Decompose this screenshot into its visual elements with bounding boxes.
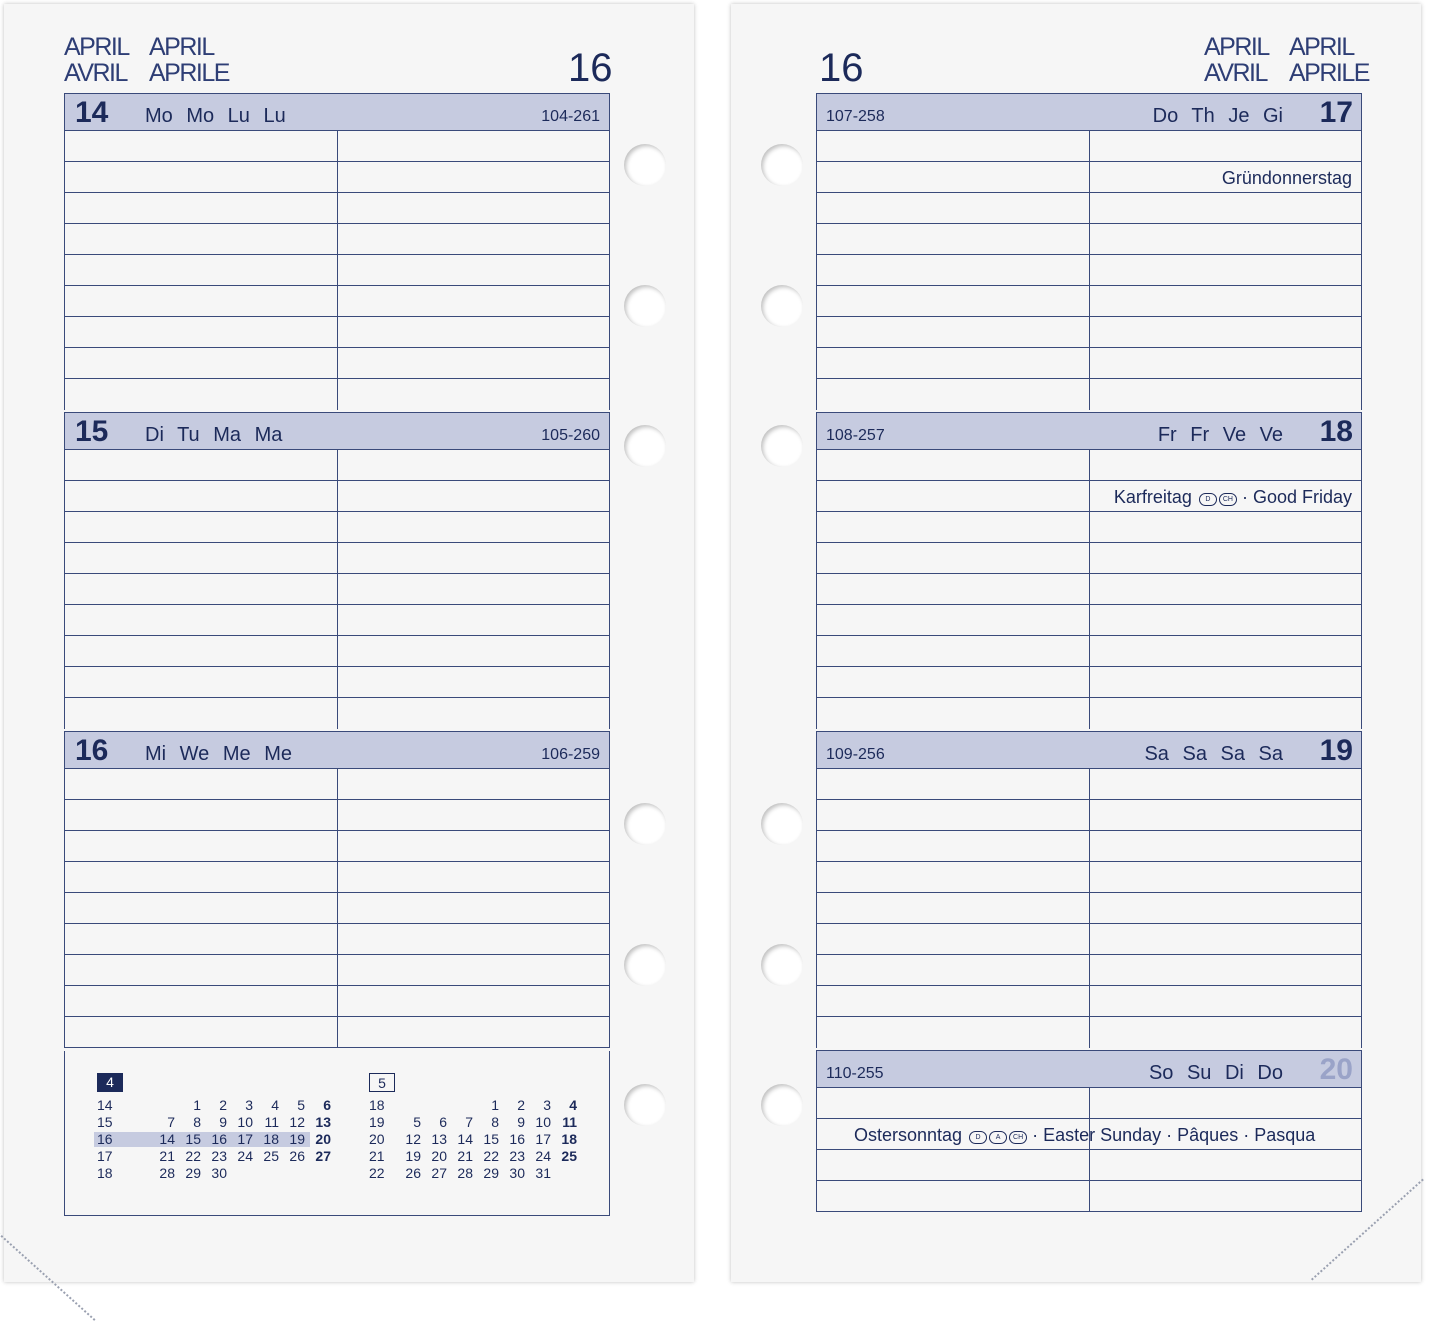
day-count: 110-255	[826, 1065, 884, 1082]
writing-lines[interactable]	[65, 769, 609, 1048]
calendar-week-row: 17 21 22 23 24 25 26 27	[97, 1148, 331, 1164]
calendar-week-row: 19 5 6 7 8 9 10 11	[369, 1114, 577, 1130]
country-badge-ch: CH	[1219, 493, 1237, 506]
day-names: So Su Di Do	[1148, 1062, 1283, 1084]
binder-hole	[624, 944, 666, 986]
day-names: Sa Sa Sa Sa	[1144, 743, 1283, 765]
country-badge-a: A	[989, 1131, 1007, 1144]
country-badge-d: D	[969, 1131, 987, 1144]
day-header	[817, 412, 1361, 450]
binder-hole	[624, 803, 666, 845]
day-number: 14	[75, 96, 109, 129]
day-count: 109-256	[826, 746, 885, 763]
day-header	[817, 1050, 1361, 1088]
month-avril: AVRIL	[64, 59, 127, 87]
month-april: APRIL	[1204, 33, 1269, 61]
binder-hole	[624, 1084, 666, 1126]
calendar-week-row: 18 28 29 30	[97, 1165, 227, 1181]
month-label-col2	[1289, 34, 1369, 86]
country-badge-ch: CH	[1009, 1131, 1027, 1144]
holiday-note: Gründonnerstag	[1221, 168, 1352, 188]
binder-hole	[761, 285, 803, 327]
month-label-col1	[1204, 34, 1269, 86]
day-header	[65, 93, 609, 131]
writing-lines[interactable]	[817, 1088, 1361, 1212]
day-count: 105-260	[541, 427, 600, 444]
day-block-20	[816, 1050, 1362, 1212]
week-number: 16	[568, 46, 613, 90]
month-badge: 4	[97, 1073, 123, 1092]
left-planner-page	[4, 4, 694, 1282]
holiday-note: Ostersonntag D A CH · Easter Sunday · Pâques · Pasqua	[854, 1125, 1316, 1145]
week-number: 16	[819, 46, 864, 90]
binder-hole	[761, 144, 803, 186]
month-label-col1	[64, 34, 129, 86]
writing-lines[interactable]	[65, 450, 609, 729]
calendar-week-row: 20 12 13 14 15 16 17 18	[369, 1131, 577, 1147]
day-number: 16	[75, 734, 109, 767]
calendar-week-row: 21 19 20 21 22 23 24 25	[369, 1148, 577, 1164]
day-names: Mo Mo Lu Lu	[145, 105, 286, 127]
writing-lines[interactable]	[817, 450, 1361, 729]
month-label-col2	[149, 34, 229, 86]
mini-calendars	[64, 1051, 610, 1216]
writing-lines[interactable]	[817, 769, 1361, 1048]
binder-hole	[761, 803, 803, 845]
day-count: 107-258	[826, 108, 885, 125]
day-names: Di Tu Ma Ma	[145, 424, 283, 446]
day-number: 17	[1319, 96, 1353, 129]
binder-hole	[624, 144, 666, 186]
day-block-16	[64, 731, 610, 1048]
day-names: Fr Fr Ve Ve	[1157, 424, 1283, 446]
month-april: APRIL	[64, 33, 129, 61]
mini-calendar-may	[369, 1073, 577, 1182]
month-aprile: APRILE	[149, 59, 229, 87]
day-number: 18	[1319, 415, 1353, 448]
month-avril: AVRIL	[1204, 59, 1267, 87]
calendar-current-week-row: 16 14 15 16 17 18 19 20	[97, 1131, 123, 1148]
binder-hole	[761, 425, 803, 467]
country-badge-d: D	[1199, 493, 1217, 506]
day-block-17	[816, 93, 1362, 410]
day-block-15	[64, 412, 610, 729]
day-block-19	[816, 731, 1362, 1048]
day-header	[817, 731, 1361, 769]
day-number: 19	[1319, 734, 1353, 767]
day-names: Mi We Me Me	[145, 743, 292, 765]
mini-calendar-april	[97, 1073, 331, 1182]
month-april: APRIL	[149, 33, 214, 61]
day-count: 104-261	[541, 108, 600, 125]
month-april: APRIL	[1289, 33, 1354, 61]
holiday-note: Karfreitag D CH · Good Friday	[1113, 487, 1352, 507]
month-badge: 5	[369, 1073, 395, 1092]
calendar-week-row: 14 1 2 3 4 5 6	[97, 1097, 331, 1113]
right-planner-page	[731, 4, 1421, 1282]
binder-hole	[624, 425, 666, 467]
day-names: Do Th Je Gi	[1152, 105, 1283, 127]
day-number: 20	[1319, 1053, 1353, 1086]
binder-hole	[624, 285, 666, 327]
day-header	[817, 93, 1361, 131]
day-block-18	[816, 412, 1362, 729]
calendar-week-row: 15 7 8 9 10 11 12 13	[97, 1114, 331, 1130]
day-block-14	[64, 93, 610, 410]
calendar-week-row: 22 26 27 28 29 30 31	[369, 1165, 551, 1181]
binder-hole	[761, 1084, 803, 1126]
perforation-line	[0, 1219, 95, 1321]
day-header	[65, 731, 609, 769]
calendar-week-row: 18 1 2 3 4	[369, 1097, 577, 1113]
day-count: 106-259	[541, 746, 600, 763]
day-count: 108-257	[826, 427, 885, 444]
day-header	[65, 412, 609, 450]
writing-lines[interactable]	[65, 131, 609, 410]
month-aprile: APRILE	[1289, 59, 1369, 87]
binder-hole	[761, 944, 803, 986]
writing-lines[interactable]	[817, 131, 1361, 410]
day-number: 15	[75, 415, 109, 448]
